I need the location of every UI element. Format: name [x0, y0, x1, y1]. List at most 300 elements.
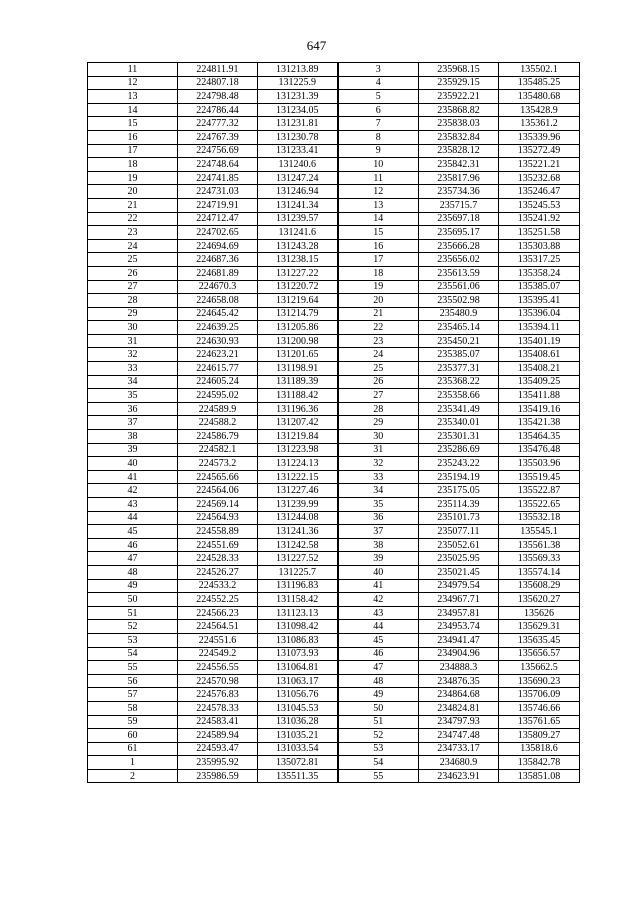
point-number-left: 1 — [88, 756, 178, 770]
y-coordinate-left: 131234.05 — [258, 103, 338, 117]
table-row — [88, 90, 580, 104]
y-coordinate-right: 135818.6 — [499, 742, 580, 756]
y-coordinate-left: 131073.93 — [258, 647, 338, 661]
y-coordinate-left: 131227.46 — [258, 484, 338, 498]
x-coordinate-left: 224593.47 — [178, 742, 258, 756]
point-number-left: 56 — [88, 674, 178, 688]
point-number-left: 13 — [88, 90, 178, 104]
table-row — [88, 688, 580, 702]
x-coordinate-left: 224566.23 — [178, 606, 258, 620]
table-row — [88, 498, 580, 512]
point-number-right: 47 — [338, 661, 419, 675]
x-coordinate-left: 224556.55 — [178, 661, 258, 675]
x-coordinate-left: 224670.3 — [178, 280, 258, 294]
table-row — [88, 103, 580, 117]
point-number-left: 34 — [88, 375, 178, 389]
y-coordinate-left: 131045.53 — [258, 701, 338, 715]
point-number-left: 57 — [88, 688, 178, 702]
point-number-right: 7 — [338, 117, 419, 131]
x-coordinate-right: 235480.9 — [419, 307, 499, 321]
x-coordinate-right: 234747.48 — [419, 729, 499, 743]
point-number-left: 41 — [88, 470, 178, 484]
point-number-right: 17 — [338, 253, 419, 267]
y-coordinate-right: 135411.88 — [499, 389, 580, 403]
point-number-left: 2 — [88, 769, 178, 783]
x-coordinate-right: 234824.81 — [419, 701, 499, 715]
y-coordinate-right: 135635.45 — [499, 633, 580, 647]
point-number-left: 51 — [88, 606, 178, 620]
y-coordinate-right: 135620.27 — [499, 593, 580, 607]
x-coordinate-left: 224564.06 — [178, 484, 258, 498]
table-row — [88, 348, 580, 362]
y-coordinate-left: 131201.65 — [258, 348, 338, 362]
x-coordinate-left: 224786.44 — [178, 103, 258, 117]
y-coordinate-right: 135522.65 — [499, 498, 580, 512]
table-row — [88, 701, 580, 715]
table-row — [88, 511, 580, 525]
x-coordinate-right: 234904.96 — [419, 647, 499, 661]
point-number-left: 58 — [88, 701, 178, 715]
table-row — [88, 633, 580, 647]
y-coordinate-left: 131222.15 — [258, 470, 338, 484]
table-row — [88, 443, 580, 457]
x-coordinate-right: 235341.49 — [419, 402, 499, 416]
point-number-right: 28 — [338, 402, 419, 416]
table-row — [88, 756, 580, 770]
table-row — [88, 158, 580, 172]
point-number-left: 32 — [88, 348, 178, 362]
x-coordinate-right: 235666.28 — [419, 239, 499, 253]
table-row — [88, 729, 580, 743]
y-coordinate-right: 135361.2 — [499, 117, 580, 131]
point-number-right: 25 — [338, 362, 419, 376]
x-coordinate-left: 224533.2 — [178, 579, 258, 593]
x-coordinate-right: 235656.02 — [419, 253, 499, 267]
x-coordinate-left: 224549.2 — [178, 647, 258, 661]
x-coordinate-right: 235175.05 — [419, 484, 499, 498]
y-coordinate-right: 135221.21 — [499, 158, 580, 172]
table-row — [88, 620, 580, 634]
x-coordinate-left: 224639.25 — [178, 321, 258, 335]
point-number-right: 13 — [338, 198, 419, 212]
point-number-right: 21 — [338, 307, 419, 321]
x-coordinate-left: 224564.51 — [178, 620, 258, 634]
point-number-right: 55 — [338, 769, 419, 783]
x-coordinate-right: 234864.68 — [419, 688, 499, 702]
point-number-left: 27 — [88, 280, 178, 294]
table-row — [88, 470, 580, 484]
y-coordinate-left: 131231.39 — [258, 90, 338, 104]
y-coordinate-left: 131219.64 — [258, 294, 338, 308]
point-number-right: 18 — [338, 266, 419, 280]
y-coordinate-right: 135569.33 — [499, 552, 580, 566]
point-number-right: 41 — [338, 579, 419, 593]
y-coordinate-right: 135408.61 — [499, 348, 580, 362]
point-number-right: 49 — [338, 688, 419, 702]
y-coordinate-right: 135232.68 — [499, 171, 580, 185]
y-coordinate-right: 135519.45 — [499, 470, 580, 484]
point-number-left: 29 — [88, 307, 178, 321]
table-row — [88, 402, 580, 416]
x-coordinate-left: 224681.89 — [178, 266, 258, 280]
point-number-left: 54 — [88, 647, 178, 661]
x-coordinate-right: 235561.06 — [419, 280, 499, 294]
x-coordinate-left: 224573.2 — [178, 457, 258, 471]
point-number-left: 47 — [88, 552, 178, 566]
x-coordinate-left: 224694.69 — [178, 239, 258, 253]
point-number-right: 31 — [338, 443, 419, 457]
point-number-left: 20 — [88, 185, 178, 199]
point-number-left: 21 — [88, 198, 178, 212]
point-number-right: 50 — [338, 701, 419, 715]
point-number-right: 45 — [338, 633, 419, 647]
y-coordinate-left: 131123.13 — [258, 606, 338, 620]
table-row — [88, 565, 580, 579]
y-coordinate-left: 131238.15 — [258, 253, 338, 267]
table-row — [88, 307, 580, 321]
point-number-left: 55 — [88, 661, 178, 675]
x-coordinate-right: 234953.74 — [419, 620, 499, 634]
table-row — [88, 266, 580, 280]
y-coordinate-right: 135421.38 — [499, 416, 580, 430]
y-coordinate-right: 135629.31 — [499, 620, 580, 634]
point-number-left: 33 — [88, 362, 178, 376]
x-coordinate-left: 224552.25 — [178, 593, 258, 607]
y-coordinate-left: 131223.98 — [258, 443, 338, 457]
table-row — [88, 334, 580, 348]
y-coordinate-left: 131064.81 — [258, 661, 338, 675]
y-coordinate-right: 135746.66 — [499, 701, 580, 715]
x-coordinate-left: 224615.77 — [178, 362, 258, 376]
point-number-left: 53 — [88, 633, 178, 647]
y-coordinate-left: 131036.28 — [258, 715, 338, 729]
x-coordinate-right: 235243.22 — [419, 457, 499, 471]
y-coordinate-right: 135574.14 — [499, 565, 580, 579]
y-coordinate-right: 135303.88 — [499, 239, 580, 253]
point-number-right: 53 — [338, 742, 419, 756]
x-coordinate-left: 224712.47 — [178, 212, 258, 226]
y-coordinate-left: 131213.89 — [258, 63, 338, 77]
y-coordinate-left: 131207.42 — [258, 416, 338, 430]
point-number-left: 11 — [88, 63, 178, 77]
x-coordinate-left: 224595.02 — [178, 389, 258, 403]
y-coordinate-left: 131227.22 — [258, 266, 338, 280]
x-coordinate-right: 234680.9 — [419, 756, 499, 770]
table-row — [88, 647, 580, 661]
point-number-right: 8 — [338, 130, 419, 144]
y-coordinate-right: 135401.19 — [499, 334, 580, 348]
x-coordinate-right: 235715.7 — [419, 198, 499, 212]
point-number-right: 42 — [338, 593, 419, 607]
y-coordinate-right: 135396.04 — [499, 307, 580, 321]
x-coordinate-left: 224583.41 — [178, 715, 258, 729]
point-number-right: 33 — [338, 470, 419, 484]
table-row — [88, 171, 580, 185]
y-coordinate-right: 135385.07 — [499, 280, 580, 294]
point-number-left: 43 — [88, 498, 178, 512]
x-coordinate-left: 224551.69 — [178, 538, 258, 552]
table-row — [88, 253, 580, 267]
point-number-left: 38 — [88, 430, 178, 444]
y-coordinate-right: 135809.27 — [499, 729, 580, 743]
y-coordinate-right: 135358.24 — [499, 266, 580, 280]
point-number-left: 18 — [88, 158, 178, 172]
y-coordinate-right: 135761.65 — [499, 715, 580, 729]
table-row — [88, 321, 580, 335]
y-coordinate-left: 131098.42 — [258, 620, 338, 634]
y-coordinate-left: 131227.52 — [258, 552, 338, 566]
y-coordinate-left: 131242.58 — [258, 538, 338, 552]
point-number-left: 50 — [88, 593, 178, 607]
x-coordinate-left: 224589.94 — [178, 729, 258, 743]
point-number-right: 29 — [338, 416, 419, 430]
table-row — [88, 280, 580, 294]
x-coordinate-left: 224748.64 — [178, 158, 258, 172]
y-coordinate-right: 135408.21 — [499, 362, 580, 376]
point-number-left: 19 — [88, 171, 178, 185]
table-row — [88, 198, 580, 212]
point-number-left: 26 — [88, 266, 178, 280]
point-number-left: 15 — [88, 117, 178, 131]
y-coordinate-right: 135626 — [499, 606, 580, 620]
y-coordinate-left: 131241.6 — [258, 226, 338, 240]
table-row — [88, 769, 580, 783]
x-coordinate-right: 234876.35 — [419, 674, 499, 688]
y-coordinate-right: 135561.38 — [499, 538, 580, 552]
table-row — [88, 484, 580, 498]
y-coordinate-left: 131239.99 — [258, 498, 338, 512]
table-row — [88, 661, 580, 675]
x-coordinate-right: 235817.96 — [419, 171, 499, 185]
x-coordinate-right: 235734.36 — [419, 185, 499, 199]
x-coordinate-left: 224570.98 — [178, 674, 258, 688]
point-number-left: 17 — [88, 144, 178, 158]
x-coordinate-left: 224630.93 — [178, 334, 258, 348]
x-coordinate-left: 224569.14 — [178, 498, 258, 512]
x-coordinate-left: 224658.08 — [178, 294, 258, 308]
coordinates-table-body — [88, 63, 580, 783]
point-number-right: 4 — [338, 76, 419, 90]
x-coordinate-left: 224588.2 — [178, 416, 258, 430]
x-coordinate-left: 224576.83 — [178, 688, 258, 702]
y-coordinate-left: 131225.9 — [258, 76, 338, 90]
x-coordinate-right: 235697.18 — [419, 212, 499, 226]
x-coordinate-right: 235929.15 — [419, 76, 499, 90]
x-coordinate-right: 235377.31 — [419, 362, 499, 376]
y-coordinate-left: 131240.6 — [258, 158, 338, 172]
x-coordinate-left: 224719.91 — [178, 198, 258, 212]
y-coordinate-right: 135394.11 — [499, 321, 580, 335]
x-coordinate-left: 224564.93 — [178, 511, 258, 525]
point-number-left: 28 — [88, 294, 178, 308]
y-coordinate-left: 131205.86 — [258, 321, 338, 335]
x-coordinate-right: 235842.31 — [419, 158, 499, 172]
y-coordinate-left: 131220.72 — [258, 280, 338, 294]
y-coordinate-left: 131239.57 — [258, 212, 338, 226]
point-number-right: 32 — [338, 457, 419, 471]
y-coordinate-right: 135706.09 — [499, 688, 580, 702]
y-coordinate-right: 135656.57 — [499, 647, 580, 661]
y-coordinate-right: 135608.29 — [499, 579, 580, 593]
point-number-right: 44 — [338, 620, 419, 634]
x-coordinate-left: 224589.9 — [178, 402, 258, 416]
y-coordinate-left: 131233.41 — [258, 144, 338, 158]
table-row — [88, 416, 580, 430]
table-row — [88, 239, 580, 253]
point-number-right: 15 — [338, 226, 419, 240]
x-coordinate-right: 235077.11 — [419, 525, 499, 539]
y-coordinate-right: 135464.35 — [499, 430, 580, 444]
table-row — [88, 389, 580, 403]
y-coordinate-right: 135522.87 — [499, 484, 580, 498]
y-coordinate-left: 131198.91 — [258, 362, 338, 376]
y-coordinate-left: 131063.17 — [258, 674, 338, 688]
x-coordinate-right: 235301.31 — [419, 430, 499, 444]
y-coordinate-left: 131231.81 — [258, 117, 338, 131]
x-coordinate-right: 235828.12 — [419, 144, 499, 158]
point-number-right: 11 — [338, 171, 419, 185]
point-number-right: 52 — [338, 729, 419, 743]
point-number-right: 48 — [338, 674, 419, 688]
x-coordinate-left: 224565.66 — [178, 470, 258, 484]
point-number-left: 25 — [88, 253, 178, 267]
y-coordinate-left: 131247.24 — [258, 171, 338, 185]
x-coordinate-left: 224558.89 — [178, 525, 258, 539]
x-coordinate-right: 235101.73 — [419, 511, 499, 525]
y-coordinate-left: 131033.54 — [258, 742, 338, 756]
x-coordinate-right: 235868.82 — [419, 103, 499, 117]
y-coordinate-left: 135072.81 — [258, 756, 338, 770]
y-coordinate-right: 135428.9 — [499, 103, 580, 117]
x-coordinate-right: 235385.07 — [419, 348, 499, 362]
x-coordinate-left: 224687.36 — [178, 253, 258, 267]
point-number-left: 16 — [88, 130, 178, 144]
point-number-right: 54 — [338, 756, 419, 770]
table-row — [88, 593, 580, 607]
table-row — [88, 525, 580, 539]
x-coordinate-right: 234797.93 — [419, 715, 499, 729]
y-coordinate-right: 135485.25 — [499, 76, 580, 90]
y-coordinate-right: 135502.1 — [499, 63, 580, 77]
table-row — [88, 226, 580, 240]
y-coordinate-left: 131241.36 — [258, 525, 338, 539]
x-coordinate-left: 224623.21 — [178, 348, 258, 362]
table-row — [88, 430, 580, 444]
table-row — [88, 742, 580, 756]
point-number-right: 34 — [338, 484, 419, 498]
table-row — [88, 185, 580, 199]
y-coordinate-left: 131196.36 — [258, 402, 338, 416]
point-number-left: 45 — [88, 525, 178, 539]
x-coordinate-right: 234888.3 — [419, 661, 499, 675]
y-coordinate-left: 131243.28 — [258, 239, 338, 253]
x-coordinate-right: 235838.03 — [419, 117, 499, 131]
y-coordinate-left: 131188.42 — [258, 389, 338, 403]
y-coordinate-right: 135395.41 — [499, 294, 580, 308]
x-coordinate-left: 224526.27 — [178, 565, 258, 579]
x-coordinate-right: 234957.81 — [419, 606, 499, 620]
y-coordinate-left: 131246.94 — [258, 185, 338, 199]
y-coordinate-left: 135511.35 — [258, 769, 338, 783]
y-coordinate-right: 135690.23 — [499, 674, 580, 688]
y-coordinate-right: 135545.1 — [499, 525, 580, 539]
point-number-left: 24 — [88, 239, 178, 253]
point-number-left: 36 — [88, 402, 178, 416]
point-number-right: 24 — [338, 348, 419, 362]
x-coordinate-right: 235695.17 — [419, 226, 499, 240]
point-number-right: 36 — [338, 511, 419, 525]
y-coordinate-left: 131214.79 — [258, 307, 338, 321]
point-number-right: 38 — [338, 538, 419, 552]
y-coordinate-left: 131244.08 — [258, 511, 338, 525]
x-coordinate-left: 224528.33 — [178, 552, 258, 566]
x-coordinate-right: 235340.01 — [419, 416, 499, 430]
y-coordinate-right: 135245.53 — [499, 198, 580, 212]
table-row — [88, 144, 580, 158]
x-coordinate-left: 224798.48 — [178, 90, 258, 104]
point-number-left: 48 — [88, 565, 178, 579]
point-number-right: 37 — [338, 525, 419, 539]
point-number-left: 40 — [88, 457, 178, 471]
x-coordinate-left: 224731.03 — [178, 185, 258, 199]
point-number-right: 20 — [338, 294, 419, 308]
x-coordinate-left: 224578.33 — [178, 701, 258, 715]
point-number-left: 14 — [88, 103, 178, 117]
table-row — [88, 375, 580, 389]
y-coordinate-right: 135251.58 — [499, 226, 580, 240]
y-coordinate-right: 135339.96 — [499, 130, 580, 144]
point-number-right: 3 — [338, 63, 419, 77]
point-number-left: 22 — [88, 212, 178, 226]
point-number-left: 49 — [88, 579, 178, 593]
point-number-right: 43 — [338, 606, 419, 620]
point-number-right: 27 — [338, 389, 419, 403]
page-number: 647 — [306, 38, 327, 53]
point-number-left: 31 — [88, 334, 178, 348]
x-coordinate-left: 224586.79 — [178, 430, 258, 444]
table-row — [88, 63, 580, 77]
x-coordinate-right: 235922.21 — [419, 90, 499, 104]
table-row — [88, 552, 580, 566]
y-coordinate-left: 131219.84 — [258, 430, 338, 444]
y-coordinate-right: 135480.68 — [499, 90, 580, 104]
point-number-left: 42 — [88, 484, 178, 498]
point-number-left: 37 — [88, 416, 178, 430]
point-number-right: 30 — [338, 430, 419, 444]
x-coordinate-right: 235286.69 — [419, 443, 499, 457]
y-coordinate-left: 131056.76 — [258, 688, 338, 702]
table-row — [88, 294, 580, 308]
x-coordinate-right: 235052.61 — [419, 538, 499, 552]
y-coordinate-left: 131035.21 — [258, 729, 338, 743]
point-number-right: 26 — [338, 375, 419, 389]
x-coordinate-left: 224741.85 — [178, 171, 258, 185]
point-number-left: 59 — [88, 715, 178, 729]
point-number-right: 40 — [338, 565, 419, 579]
x-coordinate-right: 234979.54 — [419, 579, 499, 593]
x-coordinate-left: 235995.92 — [178, 756, 258, 770]
x-coordinate-right: 235502.98 — [419, 294, 499, 308]
x-coordinate-right: 235613.59 — [419, 266, 499, 280]
table-row — [88, 362, 580, 376]
table-row — [88, 76, 580, 90]
x-coordinate-right: 234623.91 — [419, 769, 499, 783]
table-row — [88, 606, 580, 620]
y-coordinate-left: 131241.34 — [258, 198, 338, 212]
x-coordinate-left: 224605.24 — [178, 375, 258, 389]
x-coordinate-right: 234941.47 — [419, 633, 499, 647]
table-row — [88, 457, 580, 471]
